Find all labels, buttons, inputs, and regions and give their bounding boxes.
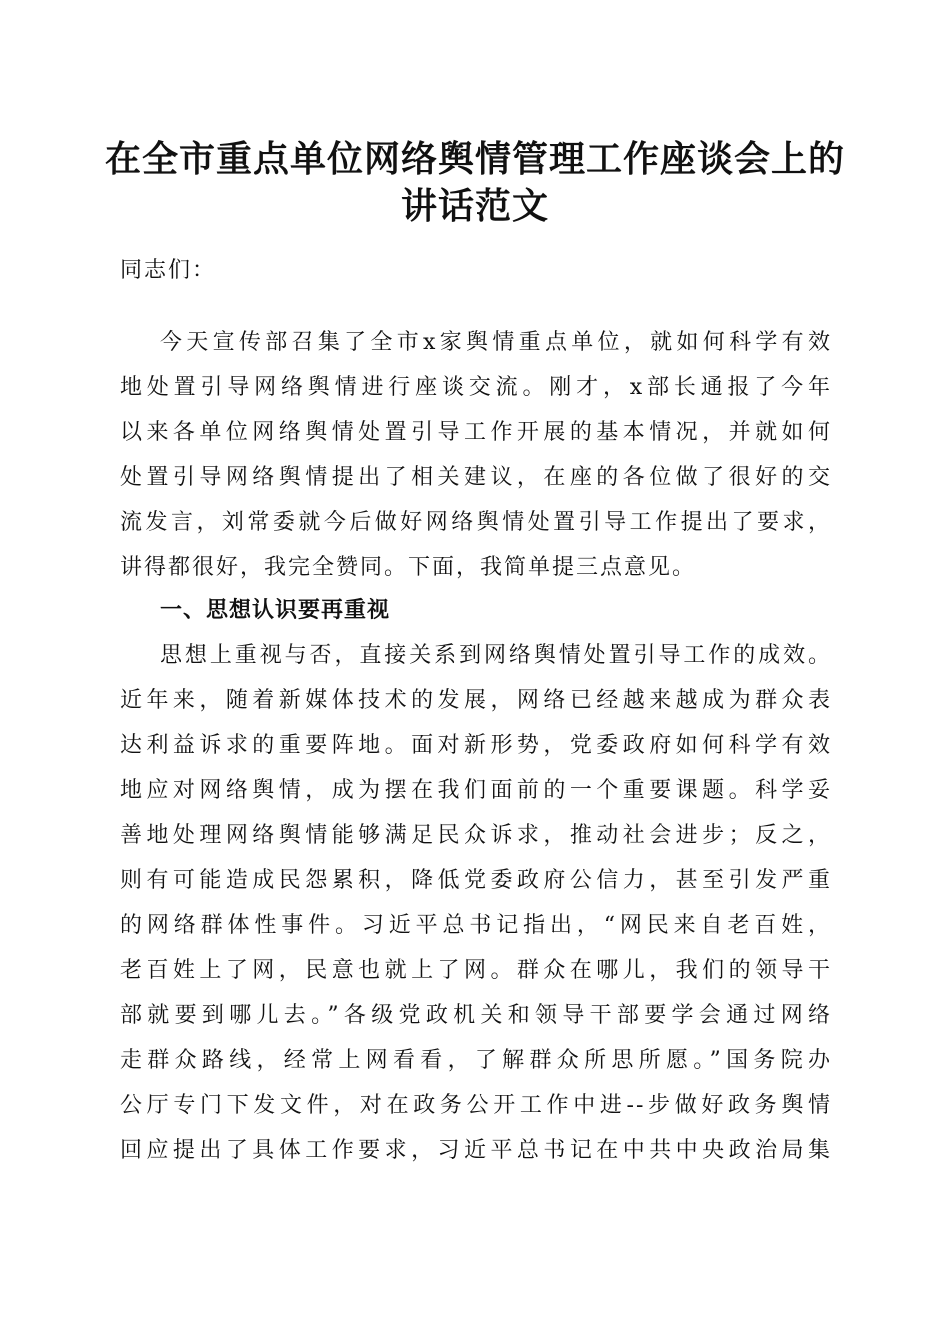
paragraph-line: 处置引导网络舆情提出了相关建议，在座的各位做了很好的交: [120, 465, 832, 490]
paragraph-line: 今天宣传部召集了全市x家舆情重点单位，就如何科学有效: [160, 330, 832, 355]
paragraph-line: 走群众路线，经常上网看看，了解群众所思所愿。”国务院办: [120, 1048, 832, 1073]
paragraph-line: 讲得都很好，我完全赞同。下面，我简单提三点意见。: [120, 555, 697, 580]
paragraph-line: 老百姓上了网，民意也就上了网。群众在哪儿，我们的领导干: [120, 958, 832, 983]
paragraph-line: 近年来，随着新媒体技术的发展，网络已经越来越成为群众表: [120, 688, 832, 713]
paragraph-line: 地处置引导网络舆情进行座谈交流。刚才，x部长通报了今年: [120, 375, 832, 400]
paragraph-line: 的网络群体性事件。习近平总书记指出，“网民来自老百姓，: [120, 913, 832, 938]
paragraph-line: 部就要到哪儿去。”各级党政机关和领导干部要学会通过网络: [120, 1003, 832, 1028]
paragraph-line: 思想上重视与否，直接关系到网络舆情处置引导工作的成效。: [160, 643, 832, 668]
paragraph-line: 公厅专门下发文件，对在政务公开工作中进--步做好政务舆情: [120, 1093, 832, 1118]
document-title-line-2: 讲话范文: [400, 185, 549, 227]
section-heading: 一、思想认识要再重视: [160, 598, 391, 623]
paragraph-line: 善地处理网络舆情能够满足民众诉求，推动社会进步；反之，: [120, 823, 832, 848]
paragraph-line: 达利益诉求的重要阵地。面对新形势，党委政府如何科学有效: [120, 733, 832, 758]
paragraph-line: 地应对网络舆情，成为摆在我们面前的一个重要课题。科学妥: [120, 778, 832, 803]
paragraph-line: 流发言，刘常委就今后做好网络舆情处置引导工作提出了要求，: [120, 510, 832, 535]
greeting: 同志们：: [120, 258, 217, 283]
paragraph-line: 以来各单位网络舆情处置引导工作开展的基本情况，并就如何: [120, 420, 832, 445]
document-title-line-1: 在全市重点单位网络舆情管理工作座谈会上的: [104, 138, 845, 180]
paragraph-line: 则有可能造成民怨累积，降低党委政府公信力，甚至引发严重: [120, 868, 832, 893]
paragraph-line: 回应提出了具体工作要求，习近平总书记在中共中央政治局集: [120, 1138, 832, 1163]
